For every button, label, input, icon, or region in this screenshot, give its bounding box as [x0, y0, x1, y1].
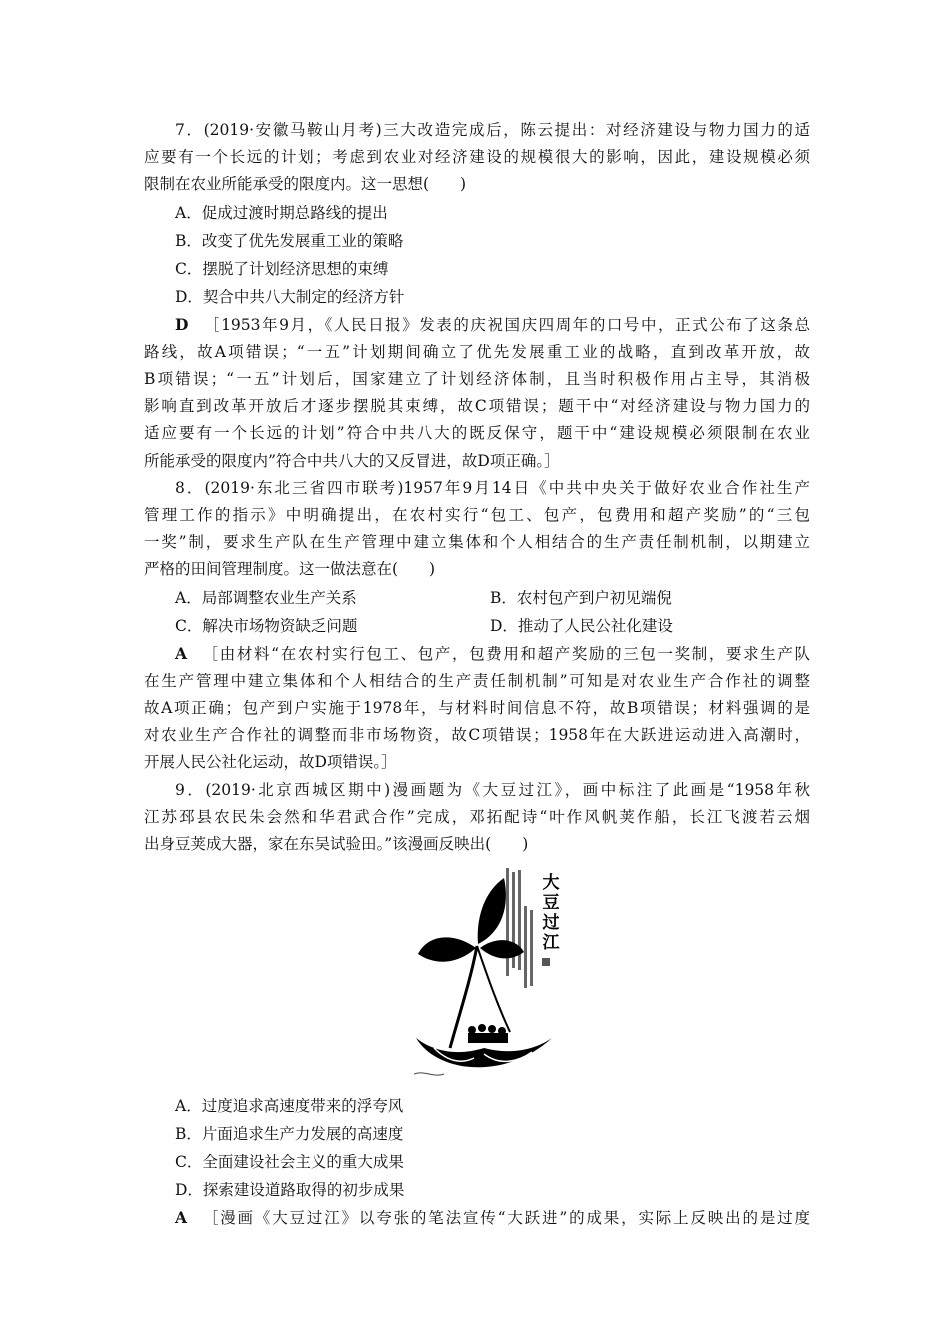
question-stem-line: 8．(2019·东北三省四市联考)1957年9月14日《中共中央关于做好农业合作社生产 [175, 478, 810, 497]
explanation-line: B项错误；“一五”计划后，国家建立了计划经济体制，且当时积极作用占主导，其消极 [144, 370, 810, 389]
explanation-line: 所能承受的限度内”符合中共八大的又反冒进，故D项正确。］ [144, 451, 560, 470]
question-stem-line: 应要有一个长远的计划；考虑到农业对经济建设的规模很大的影响，因此，建设规模必须 [144, 148, 810, 167]
option-a: A．过度追求高速度带来的浮夸风 [175, 1097, 404, 1116]
answer-letter: D [175, 314, 189, 334]
answer-letter: A [175, 1208, 188, 1228]
question-8 [144, 475, 810, 777]
option-a: A．促成过渡时期总路线的提出 [175, 203, 388, 222]
option-d: D．探索建设道路取得的初步成果 [175, 1181, 405, 1200]
explanation-line: A ［漫画《大豆过江》以夸张的笔法宣传“大跃进”的成果，实际上反映出的是过度 [175, 1208, 810, 1228]
options-row [175, 584, 810, 612]
option-c: C．摆脱了计划经济思想的束缚 [175, 259, 389, 278]
option-b: B．片面追求生产力发展的高速度 [175, 1125, 404, 1144]
answer-letter: A [175, 643, 188, 663]
question-stem-line: 一奖”制，要求生产队在生产管理中建立集体和个人相结合的生产责任制机制，以期建立 [144, 533, 810, 552]
option-a: A．局部调整农业生产关系 [175, 588, 357, 607]
cartoon-title-char: 过 [542, 913, 560, 934]
cartoon-title-char: 江 [542, 933, 560, 954]
soybean-boat-cartoon [414, 862, 564, 1084]
document-page [144, 117, 810, 1232]
question-stem-line: 出身豆荚成大器，家在东吴试验田。”该漫画反映出( ) [144, 835, 529, 854]
explanation-line: 在生产管理中建立集体和个人相结合的生产责任制机制”可知是对农业生产合作社的调整 [144, 671, 810, 690]
question-stem-line: 限制在农业所能承受的限度内。这一思想( ) [144, 175, 467, 194]
cartoon-title-char: 豆 [542, 893, 560, 914]
explanation-line: 故A项正确；包产到户实施于1978年，与材料时间信息不符，故B项错误；材料强调的是 [144, 699, 810, 718]
explanation-line: 开展人民公社化运动，故D项错误。］ [144, 753, 397, 772]
option-c: C．全面建设社会主义的重大成果 [175, 1153, 404, 1172]
explanation-line: D ［1953年9月，《人民日报》发表的庆祝国庆四周年的口号中，正式公布了这条总 [175, 314, 810, 334]
explanation-line: A ［由材料“在农村实行包工、包产，包费用和超产奖励的三包一奖制，要求生产队 [175, 643, 810, 663]
options-row [175, 612, 810, 640]
question-9 [144, 777, 810, 1233]
cartoon-image [144, 862, 810, 1086]
question-stem-line: 9．(2019·北京西城区期中)漫画题为《大豆过江》，画中标注了此画是“1958年秋 [175, 780, 810, 799]
option-d: D．推动了人民公社化建设 [490, 616, 673, 635]
cartoon-title-char: 大 [542, 873, 560, 894]
question-stem-line: 江苏邳县农民朱会然和华君武合作”完成，邓拓配诗“叶作风帆荚作船，长江飞渡若云烟 [144, 807, 810, 826]
option-b: B．改变了优先发展重工业的策略 [175, 231, 404, 250]
explanation-line: 适应要有一个长远的计划”符合中共八大的既反保守，题干中“建设规模必须限制在农业 [144, 424, 810, 443]
question-stem-line: 7．(2019·安徽马鞍山月考)三大改造完成后，陈云提出：对经济建设与物力国力的适 [175, 121, 810, 139]
explanation-line: 路线，故A项错误；“一五”计划期间确立了优先发展重工业的战略，直到改革开放，故 [144, 342, 810, 361]
question-stem-line: 管理工作的指示》中明确提出，在农村实行“包工、包产，包费用和超产奖励”的“三包 [144, 506, 810, 525]
explanation-line: 影响直到改革开放后才逐步摆脱其束缚，故C项错误；题干中“对经济建设与物力国力的 [144, 397, 810, 416]
explanation-line: 对农业生产合作社的调整而非市场物资，故C项错误；1958年在大跃进运动进入高潮时， [144, 726, 810, 745]
option-d: D．契合中共八大制定的经济方针 [175, 287, 405, 306]
question-stem-line: 严格的田间管理制度。这一做法意在( ) [144, 560, 436, 579]
question-7 [144, 117, 810, 475]
option-c: C．解决市场物资缺乏问题 [175, 616, 358, 635]
option-b: B．农村包产到户初见端倪 [490, 588, 672, 607]
